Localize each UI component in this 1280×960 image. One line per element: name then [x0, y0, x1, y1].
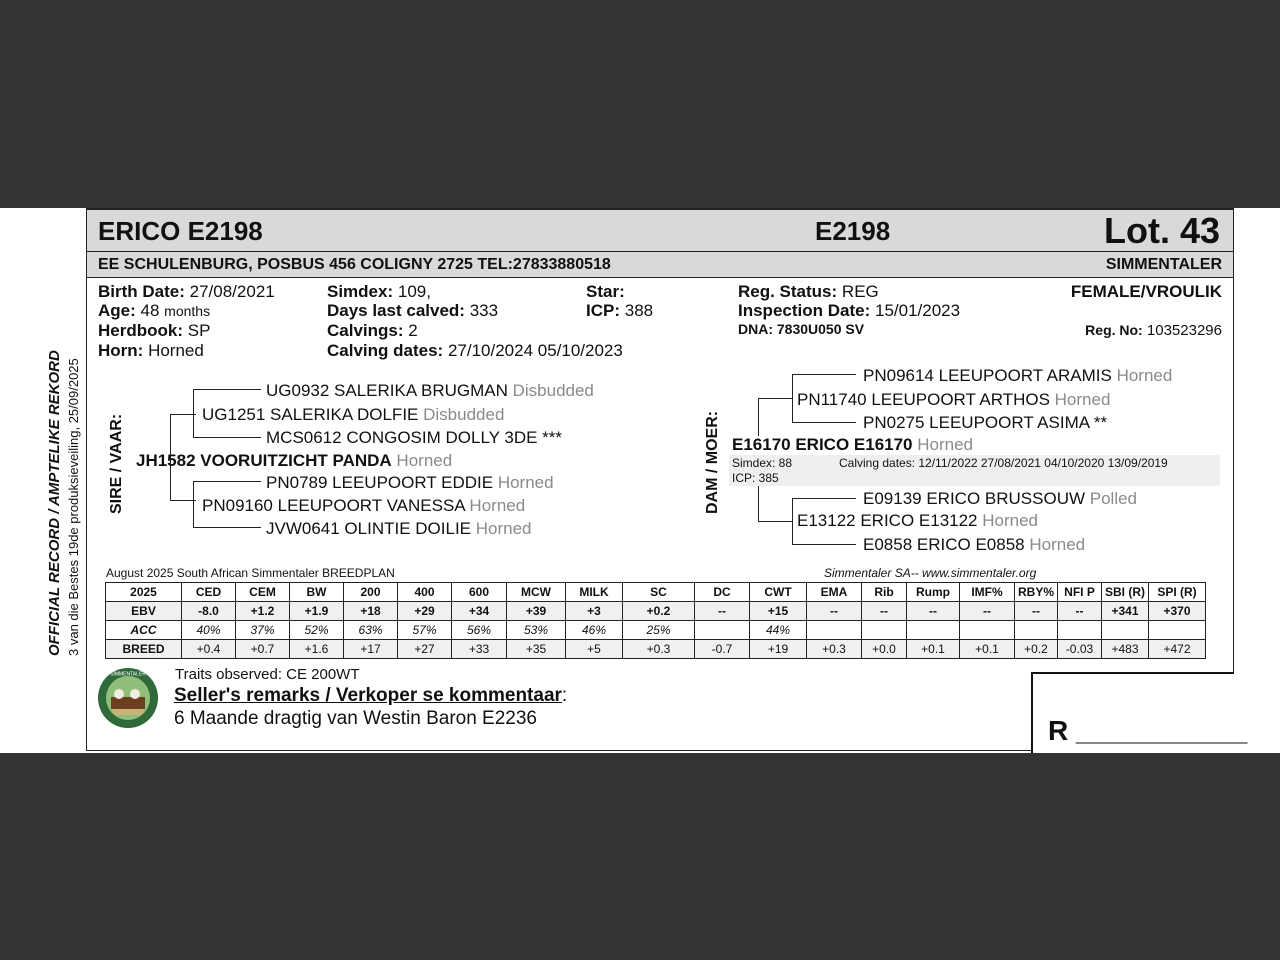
ebv-header-cell: RBY% [1015, 583, 1058, 602]
breed-name: SIMMENTALER [1105, 256, 1222, 273]
ebv-header-cell: SC [623, 583, 695, 602]
horn: Horn: Horned [98, 341, 204, 360]
sire-label: SIRE / VAAR: [108, 413, 125, 514]
ebv-breed-cell: +0.3 [623, 640, 695, 659]
ebv-acc-cell [807, 621, 862, 640]
ebv-acc-cell: 25% [623, 621, 695, 640]
dam-calving-dates: Calving dates: 12/11/2022 27/08/2021 04/10/2020 13/09/2019 [839, 456, 1168, 470]
sire-dam-sire: PN0789 LEEUPOORT EDDIE Horned [266, 473, 554, 492]
ebv-header-cell: IMF% [960, 583, 1015, 602]
ebv-table [105, 582, 1206, 659]
ebv-value-row [106, 602, 1206, 621]
dam-sire-sire: PN09614 LEEUPOORT ARAMIS Horned [863, 366, 1173, 385]
ebv-value-cell: -- [862, 602, 907, 621]
ebv-value-cell: -- [1058, 602, 1102, 621]
lot-number: Lot. 43 [1104, 210, 1221, 251]
days-last-calved: Days last calved: 333 [327, 301, 499, 320]
ebv-header-cell: BW [290, 583, 344, 602]
herdbook: Herdbook: SP [98, 321, 211, 340]
sire-sire-dam: MCS0612 CONGOSIM DOLLY 3DE *** [266, 428, 563, 447]
ebv-acc-cell: 37% [236, 621, 290, 640]
ebv-breed-cell: +0.2 [1015, 640, 1058, 659]
sire-dam-dam: JVW0641 OLINTIE DOILIE Horned [266, 519, 532, 538]
ebv-value-cell: -- [960, 602, 1015, 621]
ebv-header-cell: 2025 [106, 583, 182, 602]
price-field[interactable]: R ___________ [1048, 715, 1248, 746]
ebv-header-cell: Rump [907, 583, 960, 602]
sire-dam: PN09160 LEEUPOORT VANESSA Horned [202, 496, 526, 515]
ebv-value-cell: +15 [750, 602, 807, 621]
dam-dam: E13122 ERICO E13122 Horned [797, 511, 1039, 530]
ebv-acc-cell: 56% [452, 621, 507, 640]
ebv-value-cell: +39 [507, 602, 566, 621]
dam-sire: PN11740 LEEUPOORT ARTHOS Horned [797, 390, 1111, 409]
ebv-value-cell: +1.9 [290, 602, 344, 621]
ebv-acc-cell: 40% [182, 621, 236, 640]
svg-text:SIMMENTALER: SIMMENTALER [110, 671, 146, 678]
ebv-header-cell: CWT [750, 583, 807, 602]
ebv-breed-cell: +1.6 [290, 640, 344, 659]
sex: FEMALE/VROULIK [1070, 282, 1222, 301]
ebv-breed-cell: +0.0 [862, 640, 907, 659]
dam-label: DAM / MOER: [704, 410, 721, 514]
ebv-header-row [106, 583, 1206, 602]
reg-no: Reg. No: 103523296 [1085, 322, 1222, 339]
ebv-breed-cell: +0.3 [807, 640, 862, 659]
ebv-value-cell: +0.2 [623, 602, 695, 621]
animal-name: ERICO E2198 [98, 216, 263, 246]
breedplan-website: Simmentaler SA-- www.simmentaler.org [824, 566, 1037, 580]
ebv-acc-cell [1058, 621, 1102, 640]
ebv-value-cell: +1.2 [236, 602, 290, 621]
ebv-header-cell: SPI (R) [1149, 583, 1206, 602]
ebv-header-cell: 600 [452, 583, 507, 602]
ebv-value-cell: +34 [452, 602, 507, 621]
ebv-breed-cell: +0.4 [182, 640, 236, 659]
ebv-acc-cell: 52% [290, 621, 344, 640]
remarks-title: Seller's remarks / Verkoper se kommentaar: [174, 685, 568, 706]
ebv-breed-cell: +0.1 [907, 640, 960, 659]
ebv-breed-cell: +472 [1149, 640, 1206, 659]
ebv-acc-cell [1149, 621, 1206, 640]
ebv-value-cell: -8.0 [182, 602, 236, 621]
ebv-breed-row [106, 640, 1206, 659]
ebv-value-cell: -- [907, 602, 960, 621]
sire-sire: UG1251 SALERIKA DOLFIE Disbudded [202, 405, 505, 424]
ebv-value-cell: EBV [106, 602, 182, 621]
dam-simdex: Simdex: 88 [732, 456, 793, 470]
ebv-acc-cell [862, 621, 907, 640]
ebv-header-cell: 400 [398, 583, 452, 602]
ebv-acc-row [106, 621, 1206, 640]
ebv-breed-cell: +483 [1102, 640, 1149, 659]
ebv-breed-cell: +0.1 [960, 640, 1015, 659]
star: Star: [586, 282, 625, 301]
inspection-date: Inspection Date: 15/01/2023 [738, 301, 961, 320]
birth-date: Birth Date: 27/08/2021 [98, 282, 275, 301]
auction-text: 3 van die Bestes 19de produksieveiling, 25/09/2025 [66, 358, 81, 656]
seller-remarks: 6 Maande dragtig van Westin Baron E2236 [174, 708, 537, 729]
animal-id: E2198 [815, 216, 891, 246]
logo [97, 667, 159, 729]
dam-icp: ICP: 385 [732, 471, 779, 485]
ebv-acc-cell: ACC [106, 621, 182, 640]
calving-dates: Calving dates: 27/10/2024 05/10/2023 [327, 341, 623, 360]
ebv-breed-cell: +27 [398, 640, 452, 659]
ebv-breed-cell: -0.03 [1058, 640, 1102, 659]
ebv-acc-cell [960, 621, 1015, 640]
icp: ICP: 388 [586, 301, 654, 320]
age: Age: 48 months [98, 301, 211, 320]
ebv-header-cell: NFI P [1058, 583, 1102, 602]
ebv-acc-cell [1102, 621, 1149, 640]
ebv-header-cell: MILK [566, 583, 623, 602]
ebv-acc-cell [695, 621, 750, 640]
sire-sire-sire: UG0932 SALERIKA BRUGMAN Disbudded [266, 381, 594, 400]
official-record-text: OFFICIAL RECORD / AMPTELIKE REKORD [46, 350, 63, 656]
dam-dam-dam: E0858 ERICO E0858 Horned [863, 535, 1086, 554]
dam-sire-dam: PN0275 LEEUPOORT ASIMA ** [863, 413, 1108, 432]
ebv-breed-cell: -0.7 [695, 640, 750, 659]
ebv-acc-cell: 44% [750, 621, 807, 640]
ebv-acc-cell: 57% [398, 621, 452, 640]
ebv-acc-cell: 63% [344, 621, 398, 640]
ebv-value-cell: +370 [1149, 602, 1206, 621]
ebv-value-cell: -- [807, 602, 862, 621]
dam-dam-sire: E09139 ERICO BRUSSOUW Polled [863, 489, 1138, 508]
ebv-value-cell: +29 [398, 602, 452, 621]
ebv-value-cell: +3 [566, 602, 623, 621]
breeder-address: EE SCHULENBURG, POSBUS 456 COLIGNY 2725 TEL:27833880518 [98, 256, 611, 273]
ebv-acc-cell: 53% [507, 621, 566, 640]
breedplan-source: August 2025 South African Simmentaler BREEDPLAN [106, 566, 395, 580]
ebv-acc-cell: 46% [566, 621, 623, 640]
ebv-breed-cell: +35 [507, 640, 566, 659]
dam: E16170 ERICO E16170 Horned [732, 435, 974, 454]
ebv-header-cell: CED [182, 583, 236, 602]
ebv-header-cell: SBI (R) [1102, 583, 1149, 602]
ebv-breed-cell: +19 [750, 640, 807, 659]
sire: JH1582 VOORUITZICHT PANDA Horned [136, 451, 453, 470]
ebv-header-cell: MCW [507, 583, 566, 602]
ebv-breed-cell: +0.7 [236, 640, 290, 659]
reg-status: Reg. Status: REG [738, 282, 879, 301]
ebv-value-cell: +18 [344, 602, 398, 621]
ebv-breed-cell: +17 [344, 640, 398, 659]
ebv-header-cell: 200 [344, 583, 398, 602]
ebv-acc-cell [1015, 621, 1058, 640]
ebv-header-cell: Rib [862, 583, 907, 602]
ebv-breed-cell: BREED [106, 640, 182, 659]
ebv-breed-cell: +33 [452, 640, 507, 659]
ebv-header-cell: DC [695, 583, 750, 602]
ebv-value-cell: -- [1015, 602, 1058, 621]
traits-observed: Traits observed: CE 200WT [175, 666, 360, 683]
lot-card [0, 208, 1280, 753]
ebv-acc-cell [907, 621, 960, 640]
ebv-value-cell: -- [695, 602, 750, 621]
ebv-header-cell: CEM [236, 583, 290, 602]
simdex: Simdex: 109, [327, 282, 431, 301]
dna: DNA: 7830U050 SV [738, 321, 865, 337]
ebv-value-cell: +341 [1102, 602, 1149, 621]
ebv-header-cell: EMA [807, 583, 862, 602]
calvings: Calvings: 2 [327, 321, 418, 340]
ebv-breed-cell: +5 [566, 640, 623, 659]
